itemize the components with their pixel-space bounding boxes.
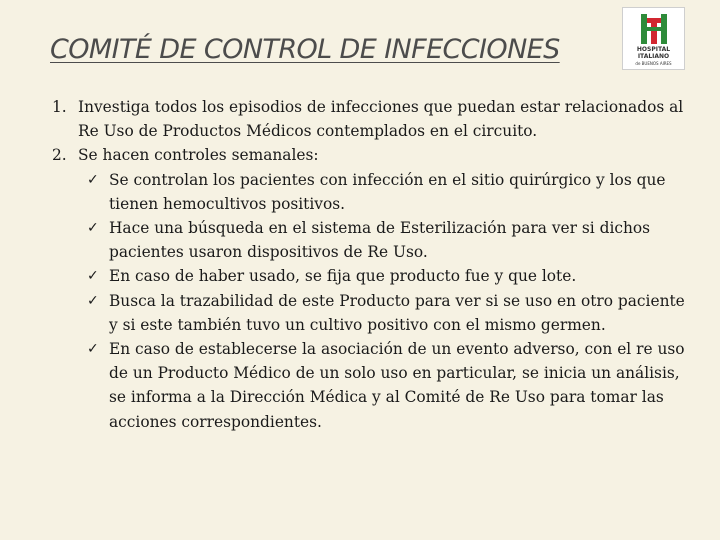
- check-item: [52, 289, 697, 337]
- logo-line-2: ITALIANO: [637, 53, 670, 60]
- item-number: 2.: [52, 146, 67, 165]
- slide-title: COMITÉ DE CONTROL DE INFECCIONES: [50, 34, 560, 65]
- list-item: [52, 95, 697, 143]
- logo-line-1: HOSPITAL: [636, 46, 671, 53]
- check-item: [52, 168, 697, 216]
- check-item: [52, 264, 697, 288]
- check-text: Busca la trazabilidad de este Producto para ver si se uso en otro paciente y si este también tuvo un cultivo positivo con el mismo germen.: [109, 291, 685, 334]
- checklist: [52, 168, 697, 434]
- item-text: Investiga todos los episodios de infecciones que puedan estar relacionados al Re Uso de Productos Médicos contemplados en el circuito.: [78, 98, 684, 141]
- checkmark-icon: ✓: [87, 292, 99, 309]
- check-text: Se controlan los pacientes con infección en el sitio quirúrgico y los que tienen hemocultivos positivos.: [109, 170, 666, 213]
- check-text: En caso de establecerse la asociación de un evento adverso, con el re uso de un Producto Médico de un solo uso en particular, se inicia un análisis, se informa a la Dirección Médica y al Comité de Re Uso para tomar las acciones correspondientes.: [109, 340, 685, 431]
- checkmark-icon: ✓: [87, 268, 99, 285]
- item-text: Se hacen controles semanales:: [78, 146, 319, 165]
- checkmark-icon: ✓: [87, 171, 99, 188]
- check-text: En caso de haber usado, se fija que producto fue y que lote.: [109, 267, 577, 286]
- item-number: 1.: [52, 98, 67, 116]
- list-item: [52, 143, 697, 167]
- numbered-list: [52, 95, 697, 434]
- check-text: Hace una búsqueda en el sistema de Esterilización para ver si dichos pacientes usaron dispositivos de Re Uso.: [109, 219, 651, 262]
- hospital-logo: [622, 7, 685, 70]
- checkmark-icon: ✓: [87, 220, 99, 237]
- check-item: [52, 216, 697, 264]
- hospital-cross-icon: [641, 14, 667, 44]
- checkmark-icon: ✓: [87, 341, 99, 358]
- logo-line-3: de BUENOS AIRES: [635, 61, 672, 66]
- check-item: [52, 337, 697, 434]
